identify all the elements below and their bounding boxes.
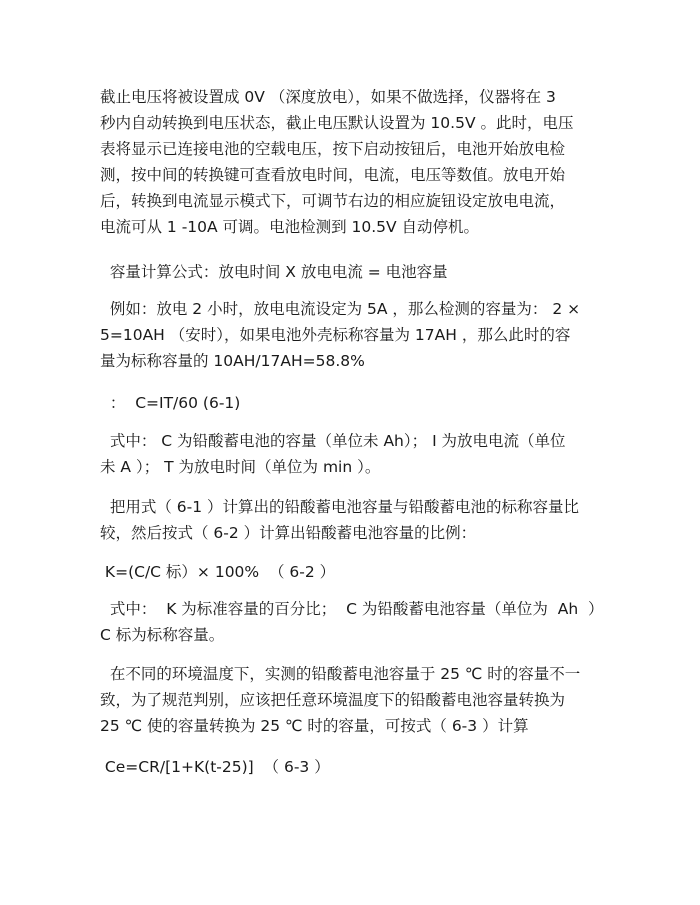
paragraph-capacity-formula	[100, 259, 620, 285]
text-line: 例如：放电 2 小时，放电电流设定为 5A ，那么检测的容量为： 2 ×	[100, 300, 581, 318]
paragraph-equation-6-3	[100, 754, 620, 780]
paragraph-equation-6-2	[100, 559, 620, 585]
text-line: 式中： C 为铅酸蓄电池的容量（单位未 Ah）； I 为放电电流（单位	[100, 432, 566, 450]
text-line: 25 ℃ 使的容量转换为 25 ℃ 时的容量，可按式（ 6-3 ）计算	[100, 717, 529, 735]
text-line: 容量计算公式：放电时间 X 放电电流 = 电池容量	[100, 263, 448, 281]
text-line: 致，为了规范判别，应该把任意环境温度下的铅酸蓄电池容量转换为	[100, 691, 566, 709]
text-line: 式中： K 为标准容量的百分比； C 为铅酸蓄电池容量（单位为 Ah ）	[100, 600, 604, 618]
paragraph-comparison	[100, 494, 620, 546]
paragraph-temperature	[100, 661, 620, 739]
text-line: 后，转换到电流显示模式下，可调节右边的相应旋钮设定放电电流，	[100, 192, 566, 210]
paragraph-variables-6-1	[100, 428, 620, 480]
text-line: 5=10AH （安时），如果电池外壳标称容量为 17AH ，那么此时的容	[100, 326, 571, 344]
text-line: C 标为标称容量。	[100, 626, 225, 644]
paragraph-example	[100, 296, 620, 374]
paragraph-equation-6-1	[100, 390, 620, 416]
text-line: 把用式（ 6-1 ）计算出的铅酸蓄电池容量与铅酸蓄电池的标称容量比	[100, 498, 580, 516]
text-line: Ce=CR/[1+K(t-25)] （ 6-3 ）	[100, 758, 330, 776]
text-line: 在不同的环境温度下，实测的铅酸蓄电池容量于 25 ℃ 时的容量不一	[100, 665, 581, 683]
text-line: 电流可从 1 -10A 可调。电池检测到 10.5V 自动停机。	[100, 218, 480, 236]
text-line: 秒内自动转换到电压状态，截止电压默认设置为 10.5V 。此时，电压	[100, 114, 574, 132]
paragraph-discharge-description	[100, 84, 620, 240]
text-line: 量为标称容量的 10AH/17AH=58.8%	[100, 352, 365, 370]
text-line: 测，按中间的转换键可查看放电时间，电流，电压等数值。放电开始	[100, 166, 566, 184]
text-line: 较，然后按式（ 6-2 ）计算出铅酸蓄电池容量的比例：	[100, 524, 477, 542]
paragraph-variables-6-2	[100, 596, 620, 648]
text-line: 未 A ）； T 为放电时间（单位为 min ）。	[100, 458, 381, 476]
text-line: 表将显示已连接电池的空载电压，按下启动按钮后，电池开始放电检	[100, 140, 566, 158]
text-line: ： C=IT/60 (6-1)	[100, 394, 241, 412]
text-line: K=(C/C 标）× 100% （ 6-2 ）	[100, 563, 336, 581]
text-line: 截止电压将被设置成 0V （深度放电），如果不做选择，仪器将在 3	[100, 88, 556, 106]
